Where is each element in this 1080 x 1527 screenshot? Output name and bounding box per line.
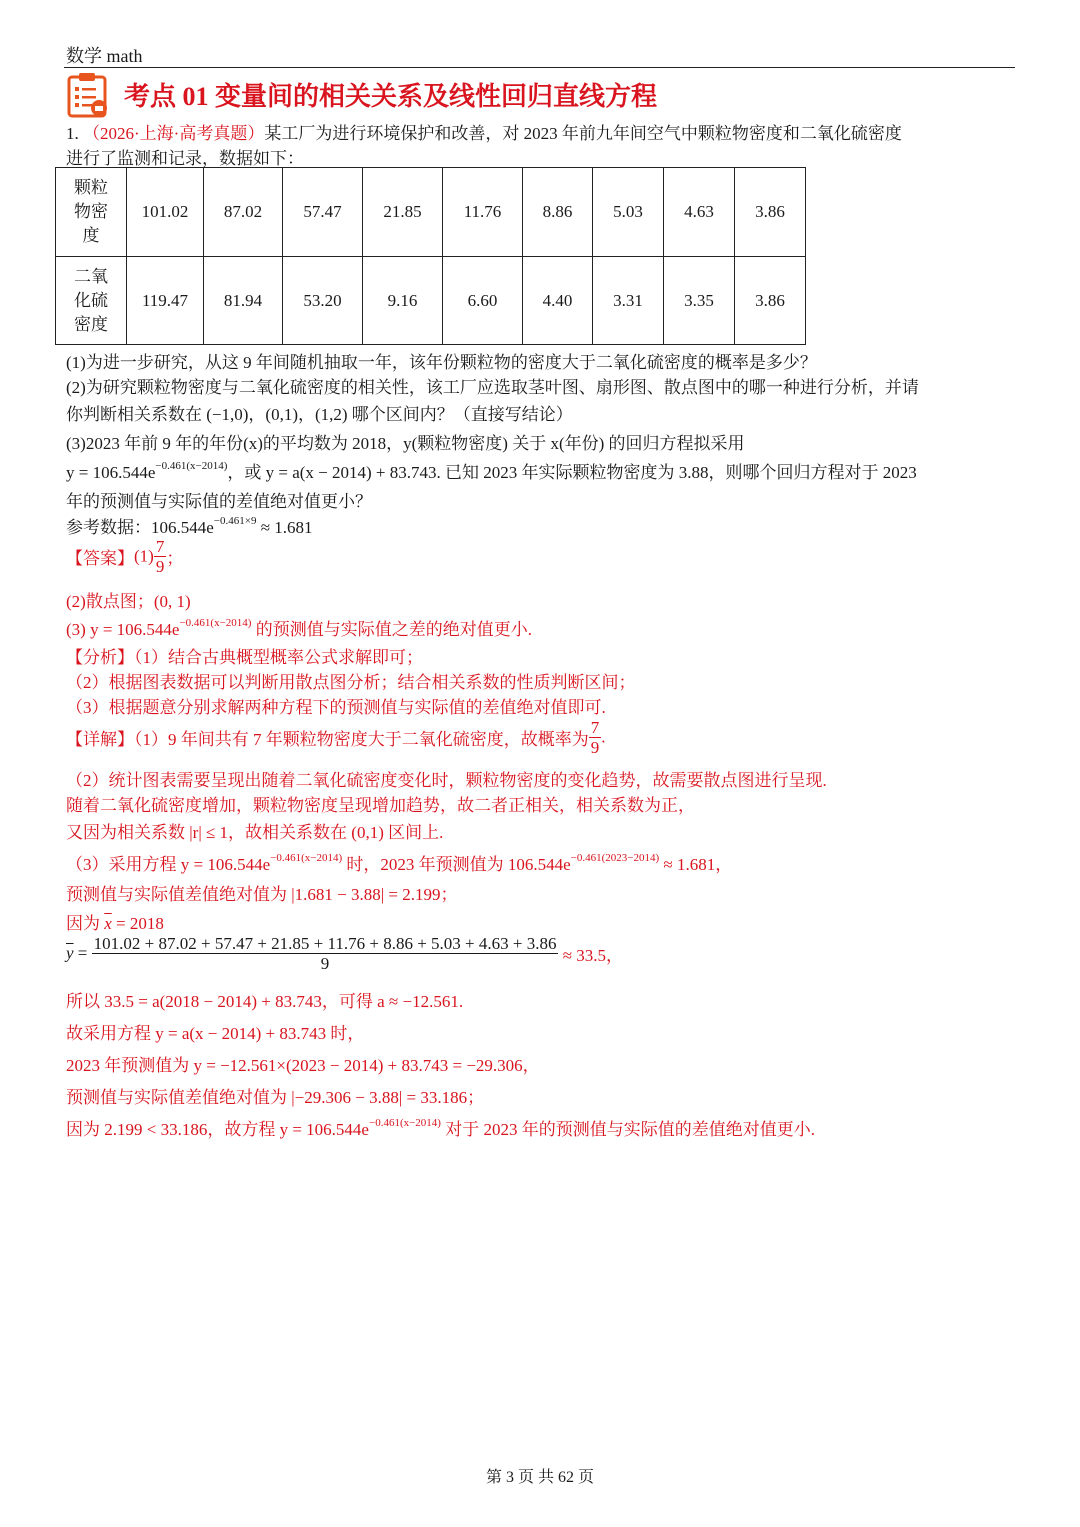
table-cell: 21.85: [363, 168, 443, 257]
reference-data: 参考数据：$106.544e^{-0.461\times 9} \approx 1.681$: [66, 515, 313, 537]
header-divider: [64, 67, 1015, 68]
table-cell: 57.47: [283, 168, 363, 257]
detail-2-line2: 随着二氧化硫密度增加，颗粒物密度呈现增加趋势，故二者正相关，相关系数为正，: [66, 796, 695, 815]
table-cell: 9.16: [363, 257, 443, 345]
detail-1: 【详解】（1）9 年间共有 7 年颗粒物密度大于二氧化硫密度，故概率为 $\frac{7}{9}$ .: [66, 718, 606, 757]
answer-3: (3) $y = 106.544e^{-0.461(x-2014)}$ 的预测值与实际值之差的绝对值更小.: [66, 617, 532, 639]
table-cell: 101.02: [127, 168, 204, 257]
detail-2-line3: 又因为相关系数 |r| ≤ 1，故相关系数在 (0,1) 区间上.: [66, 823, 444, 842]
question-2-line1: (2)为研究颗粒物密度与二氧化硫密度的相关性，该工厂应选取茎叶图、扇形图、散点图中的哪一种进行分析，并请: [66, 378, 919, 397]
detail-3-line1: （3）采用方程 $y = 106.544e^{-0.461(x-2014)}$ 时，2023 年预测值为 $106.544e^{-0.461(2023-2014)} \approx 1.681$，: [66, 852, 733, 874]
page-header: 数学 math: [66, 46, 143, 66]
question-2-line2: 你判断相关系数在 (−1,0)，(0,1)，(1,2) 哪个区间内？（直接写结论）: [66, 405, 573, 424]
table-cell: 87.02: [204, 168, 283, 257]
table-cell: 3.35: [664, 257, 735, 345]
table-cell: 3.31: [593, 257, 664, 345]
detail-3-line2: 预测值与实际值差值绝对值为 |1.681 − 3.88| = 2.199；: [66, 885, 458, 904]
question-3-line2: $y = 106.544e^{-0.461(x-2014)}$，或 y = a(x − 2014) + 83.743. 已知 2023 年实际颗粒物密度为 3.88，则哪个回归方程对于 2023: [66, 460, 917, 482]
kaodian-title: 考点 01 变量间的相关关系及线性回归直线方程: [124, 82, 658, 111]
table-cell: 119.47: [127, 257, 204, 345]
problem-number: 1.: [66, 124, 79, 143]
analysis-line2: （2）根据图表数据可以判断用散点图分析；结合相关系数的性质判断区间；: [66, 673, 636, 692]
detail-1-fraction: $\frac{7}{9}$: [590, 718, 600, 757]
problem-source: （2026·上海·高考真题）: [83, 124, 265, 143]
detail-3-line3: 因为 $\overline{x} = 2018$: [66, 914, 164, 933]
table-cell: 8.86: [523, 168, 593, 257]
question-3-line3: 年的预测值与实际值的差值绝对值更小？: [66, 492, 372, 511]
clipboard-icon: [66, 72, 110, 118]
table-cell: 3.86: [735, 257, 806, 345]
answer-2: (2)散点图；(0, 1): [66, 592, 191, 611]
table-row: [56, 168, 806, 257]
table-cell: 4.63: [664, 168, 735, 257]
table-cell: 53.20: [283, 257, 363, 345]
table-cell: 81.94: [204, 257, 283, 345]
problem-stem-line1: [66, 119, 902, 144]
table-cell: 4.40: [523, 257, 593, 345]
detail-3-ybar-formula: $\overline{y}$ = 101.02 + 87.02 + 57.47 + 21.85 + 11.76 + 8.86 + 5.03 + 4.63 + 3.86 9 ≈ 33.5，: [66, 934, 624, 973]
data-table: [55, 167, 806, 345]
detail-2-line1: （2）统计图表需要呈现出随着二氧化硫密度变化时，颗粒物密度的变化趋势，故需要散点图进行呈现.: [66, 771, 827, 790]
table-cell: 5.03: [593, 168, 664, 257]
answer-label: 【答案】: [66, 549, 134, 568]
detail-3-line8: 预测值与实际值差值绝对值为 |−29.306 − 3.88| = 33.186；: [66, 1088, 485, 1107]
detail-label: 【详解】: [66, 730, 134, 749]
analysis-line1: 【分析】（1）结合古典概型概率公式求解即可；: [66, 648, 423, 667]
question-3-line1: (3)2023 年前 9 年的年份(x)的平均数为 2018，y(颗粒物密度) 关于 x(年份) 的回归方程拟采用: [66, 434, 745, 453]
table-row: [56, 257, 806, 345]
detail-3-line7: 2023 年预测值为 y = −12.561×(2023 − 2014) + 83.743 = −29.306，: [66, 1056, 540, 1075]
page-footer: 第 3 页 共 62 页: [485, 1469, 594, 1486]
row-label-particulate: 颗粒 物密 度: [56, 168, 127, 257]
table-cell: 3.86: [735, 168, 806, 257]
analysis-label: 【分析】: [66, 648, 134, 667]
table-cell: 11.76: [443, 168, 523, 257]
detail-3-line5: 所以 33.5 = a(2018 − 2014) + 83.743，可得 a ≈ −12.561.: [66, 992, 464, 1011]
answer-1: 【答案】(1) $\frac{7}{9}$ ；: [66, 537, 184, 576]
row-label-so2: 二氧 化硫 密度: [56, 257, 127, 345]
table-cell: 6.60: [443, 257, 523, 345]
detail-3-line6: 故采用方程 y = a(x − 2014) + 83.743 时，: [66, 1024, 365, 1043]
problem-stem: 某工厂为进行环境保护和改善，对 2023 年前九年间空气中颗粒物密度和二氧化硫密度: [264, 124, 902, 143]
analysis-line3: （3）根据题意分别求解两种方程下的预测值与实际值的差值绝对值即可.: [66, 698, 606, 717]
answer-1-fraction: $\frac{7}{9}$: [155, 537, 165, 576]
detail-3-line9: 因为 2.199 < 33.186，故方程 $y = 106.544e^{-0.461(x-2014)}$ 对于 2023 年的预测值与实际值的差值绝对值更小.: [66, 1117, 815, 1139]
question-1: (1)为进一步研究，从这 9 年间随机抽取一年，该年份颗粒物的密度大于二氧化硫密度的概率是多少？: [66, 353, 817, 372]
problem-stem-line2: 进行了监测和记录，数据如下：: [66, 149, 304, 168]
ybar-fraction: 101.02 + 87.02 + 57.47 + 21.85 + 11.76 + 8.86 + 5.03 + 4.63 + 3.86 9: [93, 934, 557, 973]
